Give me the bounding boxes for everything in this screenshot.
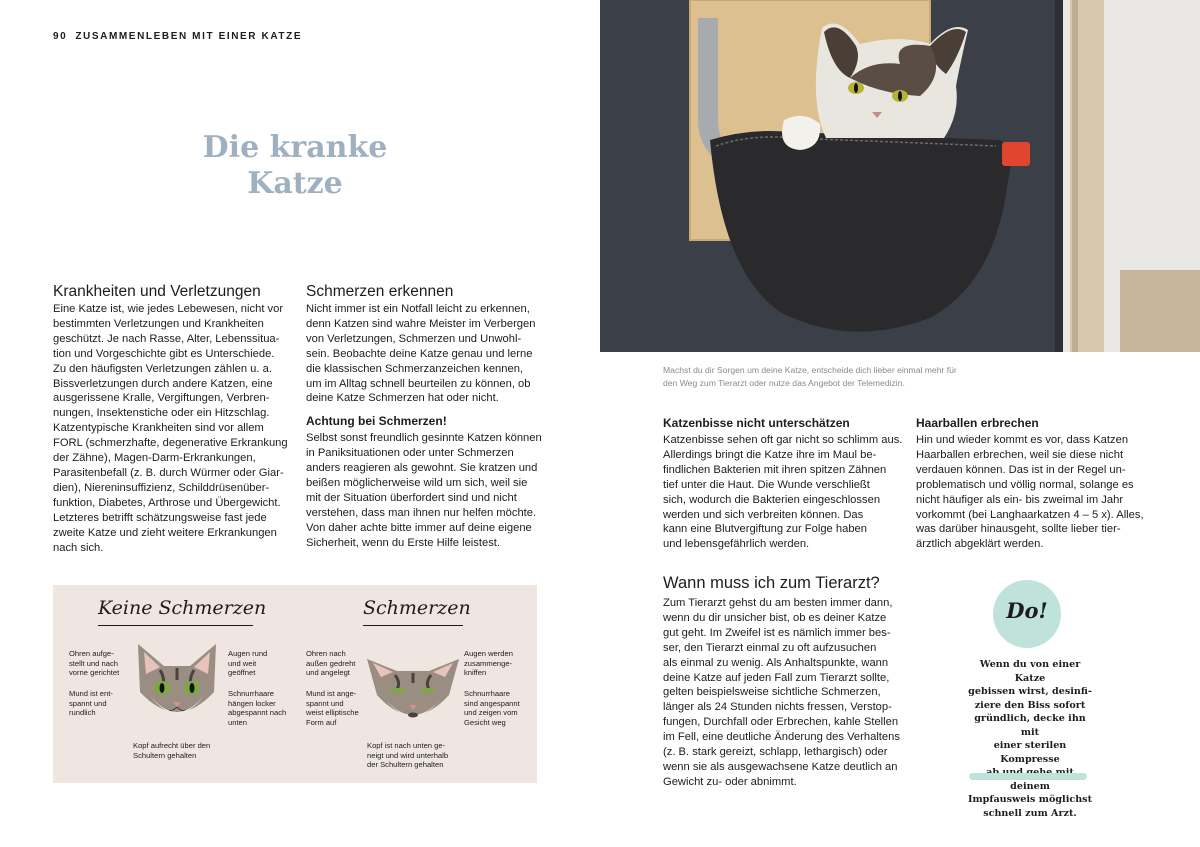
section-krankheiten [53, 282, 293, 555]
label-head: Kopf aufrecht über den Schultern gehalten [133, 741, 211, 760]
tip-box [965, 580, 1095, 819]
section-heading: Katzenbisse nicht unterschätzen [663, 416, 850, 430]
tip-underline-bar [969, 773, 1087, 780]
infographic-title-pain: Schmerzen [363, 597, 471, 619]
section-body: Zum Tierarzt gehst du am besten immer dann, wenn du dir unsicher bist, ob es deiner Katze gut geht. Im Zweifel ist es nämlich immer bes- ser, den Tierarzt einmal zu oft aufzusuchen als einmal zu wenig. Als Anhaltspunkte, wann deine Katze auf jeden Fall zum Tierarzt sollte, gelten beispielsweise sichtliche Schmerzen, länger als 24 Stunden nichts fressen, Verstop- fungen, Durchfall oder Erbrechen, kahle Stellen im Fell, eine deutliche Änderung des Verhaltens (z. B. stark gereizt, schlapp, lethargisch) oder wenn sie als ausgewachsene Katze deutlich an Gewicht zu- oder abnimmt. [663, 597, 900, 788]
label-ears: Ohren nach außen gedreht und angelegt [306, 649, 356, 678]
pain-infographic [53, 585, 537, 783]
tip-text: Wenn du von einer Katze gebissen wirst, desinfi- ziere den Biss sofort gründlich, decke ihn mit einer sterilen Kompresse deinem Impfausweis möglichst schnell zum Arzt. [967, 659, 1092, 819]
pained-cat-face-illustration [365, 645, 461, 731]
label-ears: Ohren aufge- stellt und nach vorne gerichtet [69, 649, 120, 678]
right-page [600, 0, 1200, 847]
label-mouth: Mund ist ent- spannt und rundlich [69, 689, 113, 718]
label-eyes: Augen werden zusammenge- kniffen [464, 649, 513, 678]
chapter-title: Die kranke Katze [202, 130, 388, 201]
section-haarballen [916, 416, 1156, 552]
section-body: Hin und wieder kommt es vor, dass Katzen Haarballen erbrechen, weil sie diese nicht verdauen können. Das ist in der Regel un- problematisch und völlig normal, solange es nicht häufiger als ein- bis zweimal im Jahr vorkommt (bei Langhaarkatzen 4 – 5 x). Alles, was darüber hinausgeht, sollte lieber tier- ärztlich abgeklärt werden. [916, 434, 1144, 551]
underline-decoration [98, 625, 253, 626]
section-heading: Haarballen erbrechen [916, 416, 1039, 430]
label-head: Kopf ist nach unten ge- neigt und wird unterhalb der Schultern gehalten [367, 741, 449, 770]
label-eyes: Augen rund und weit geöffnet [228, 649, 268, 678]
section-katzenbisse [663, 416, 903, 552]
do-badge-label: Do! [1006, 598, 1048, 623]
section-tierarzt [663, 573, 908, 790]
calm-cat-face-illustration [130, 640, 224, 730]
section-body: Nicht immer ist ein Notfall leicht zu erkennen, denn Katzen sind wahre Meister im Verbergen von Verletzungen, Schmerzen und Unwohl- sein. Beobachte deine Katze genau und lerne die klassischen Schmerzanzeichen kennen, um im Alltag schnell beurteilen zu können, ob deine Katze Schmerzen hat oder nicht. [306, 303, 536, 405]
section-heading: Wann muss ich zum Tierarzt? [663, 574, 880, 592]
section-body: Katzenbisse sehen oft gar nicht so schlimm aus. Allerdings bringt die Katze ihre im Maul be- findlichen Bakterien mit ihren spitzen Zähnen tief unter die Haut. Die Wunde verschließt sich, wodurch die Bakterien eingeschlossen werden und sich verbreiten können. Das kann eine Blutvergiftung zur Folge haben und lebensgefährlich werden. [663, 434, 903, 551]
underline-decoration [363, 625, 463, 626]
label-whiskers: Schnurrhaare hängen locker abgespannt nach unten [228, 689, 287, 727]
page-number: 90 [53, 31, 68, 42]
running-head [53, 31, 302, 42]
section-heading: Krankheiten und Verletzungen [53, 283, 261, 300]
section-schmerzen-erkennen [306, 282, 546, 551]
label-whiskers: Schnurrhaare sind angespannt und zeigen vom Gesicht weg [464, 689, 520, 727]
photo-caption: Machst du dir Sorgen um deine Katze, entscheide dich lieber einmal mehr für den Weg zum Tierarzt oder nutze das Angebot der Telemedizin. [663, 365, 957, 388]
running-head-title: ZUSAMMENLEBEN MIT EINER KATZE [75, 31, 303, 42]
label-mouth: Mund ist ange- spannt und weist elliptische Form auf [306, 689, 359, 727]
cat-hammock-photo [600, 0, 1200, 352]
section-body: Eine Katze ist, wie jedes Lebewesen, nicht vor bestimmten Verletzungen und Krankheiten geschützt. Je nach Rasse, Alter, Lebenssitua- tion und Vorgeschichte gibt es Unterschiede. Zu den häufigsten Verletzungen zählen u. a. Bissverletzungen durch andere Katzen, eine ausgerissene Kralle, Vergiftungen, Verbren- nungen, Insektenstiche oder ein Hitzschlag. Katzentypische Krankheiten sind vor allem FORL (schmerzhafte, degenerative Erkrankung der Zähne), Magen-Darm-Erkrankungen, Parasitenbefall (z. B. durch Würmer oder Giar- dien), Niereninsuffizienz, Schilddrüsenüber- funktion, Diabetes, Arthrose und Übergewicht. Letzteres betrifft schätzungsweise fast jede zweite Katze und zieht weitere Erkrankungen nach sich. [53, 303, 288, 554]
subsection-body: Selbst sonst freundlich gesinnte Katzen können in Paniksituationen oder unter Schmerzen anders reagieren als gewohnt. Sie kratzen und beißen möglicherweise wild um sich, weil sie mit der Situation überfordert sind und nicht verstehen, dass man ihnen nur helfen möchte. Von daher achte bitte immer auf deine eigene Sicherheit, wenn du Erste Hilfe leistest. [306, 432, 542, 549]
do-badge [993, 580, 1061, 648]
infographic-title-no-pain: Keine Schmerzen [98, 597, 267, 619]
subsection-heading: Achtung bei Schmerzen! [306, 414, 447, 429]
section-heading: Schmerzen erkennen [306, 283, 454, 300]
